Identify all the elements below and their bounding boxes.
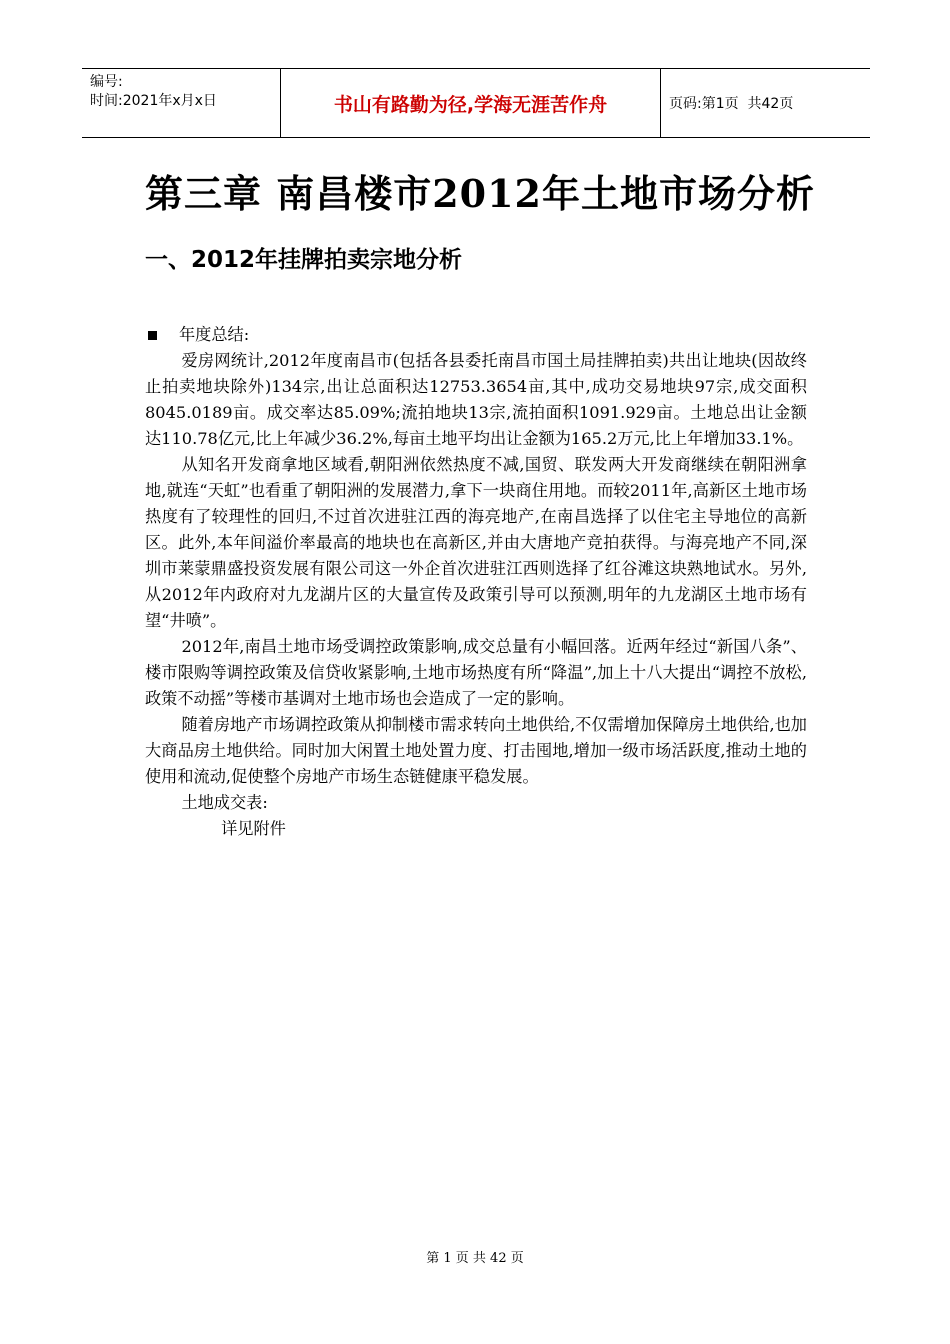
number-label: 编号: [90,74,123,90]
time-label: 时间:2021年x月x日 [90,93,217,109]
page-footer: 第 1 页 共 42 页 [426,1251,524,1266]
paragraph: 随着房地产市场调控政策从抑制楼市需求转向土地供给,不仅需增加保障房土地供给,也加大商品房土地供给。同时加大闲置土地处置力度、打击囤地,增加一级市场活跃度,推动土地的使用和流动,促使整个房地产市场生态链健康平稳发展。 [145,715,807,786]
page-label: 页码:第1页 共42页 [669,96,794,112]
document-body [145,322,807,842]
header-motto: 书山有路勤为径,学海无涯苦作舟 [281,69,661,137]
table-label: 土地成交表: [181,793,268,812]
paragraph: 爱房网统计,2012年度南昌市(包括各县委托南昌市国土局挂牌拍卖)共出让地块(因故终止拍卖地块除外)134宗,出让总面积达12753.3654亩,其中,成功交易地块97宗,成交面积8045.0189亩。成交率达85.09%;流拍地块13宗,流拍面积1091.929亩。土地总出让金额达110.78亿元,比上年减少36.2%,每亩土地平均出让金额为165.2万元,比上年增加33.1%。 [145,351,807,448]
page-header [82,68,870,138]
attachment-note: 详见附件 [221,819,286,838]
summary-heading [145,322,807,348]
paragraph: 从知名开发商拿地区域看,朝阳洲依然热度不减,国贸、联发两大开发商继续在朝阳洲拿地,就连“天虹”也看重了朝阳洲的发展潜力,拿下一块商住用地。而较2011年,高新区土地市场热度有了较理性的回归,不过首次进驻江西的海亮地产,在南昌选择了以住宅主导地位的高新区。此外,本年间溢价率最高的地块也在高新区,并由大唐地产竞拍获得。与海亮地产不同,深圳市莱蒙鼎盛投资发展有限公司这一外企首次进驻江西则选择了红谷滩这块熟地试水。另外,从2012年内政府对九龙湖片区的大量宣传及政策引导可以预测,明年的九龙湖区土地市场有望“井喷”。 [145,455,807,630]
summary-label: 年度总结: [179,325,250,344]
header-left-cell [82,69,281,137]
paragraph: 2012年,南昌土地市场受调控政策影响,成交总量有小幅回落。近两年经过“新国八条”、楼市限购等调控政策及信贷收紧影响,土地市场热度有所“降温”,加上十八大提出“调控不放松,政策不动摇”等楼市基调对土地市场也会造成了一定的影响。 [145,637,807,708]
section-title: 一、2012年挂牌拍卖宗地分析 [145,247,463,273]
chapter-title: 第三章 南昌楼市2012年土地市场分析 [145,171,815,216]
header-right-cell [661,69,870,137]
square-bullet-icon [148,331,157,340]
